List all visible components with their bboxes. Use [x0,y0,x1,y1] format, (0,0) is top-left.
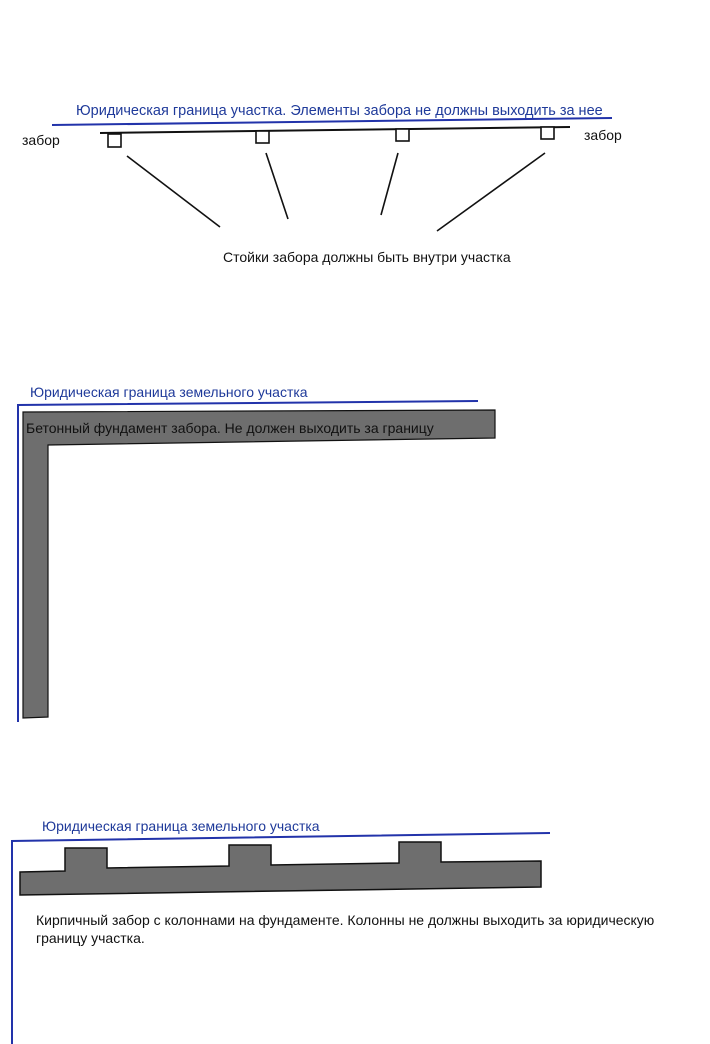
d2-legal-boundary-line [18,401,478,722]
d1-posts-label: Стойки забора должны быть внутри участка [223,249,511,265]
d1-fence-label-left: забор [22,132,60,148]
d1-fence-post [396,129,409,141]
d1-pointer-line [266,153,288,219]
d3-brick-fence-with-columns [20,842,541,895]
d1-pointer-line [381,153,398,215]
d1-fence-line [100,127,570,133]
d1-boundary-label: Юридическая граница участка. Элементы забора не должны выходить за нее [76,103,603,119]
d2-concrete-foundation [23,410,495,718]
d3-description: Кирпичный забор с колоннами на фундаменте. Колонны не должны выходить за юридическую границу участка. [36,912,655,946]
d1-fence-post [256,131,269,143]
d1-fence-post [541,127,554,139]
d3-boundary-label: Юридическая граница земельного участка [42,818,320,834]
d1-pointer-line [127,156,220,227]
d1-fence-label-right: забор [584,127,622,143]
d2-foundation-label: Бетонный фундамент забора. Не должен выходить за границу [26,420,434,436]
d1-pointer-line [437,153,545,231]
d1-fence-post [108,134,121,147]
d2-boundary-label: Юридическая граница земельного участка [30,384,308,400]
